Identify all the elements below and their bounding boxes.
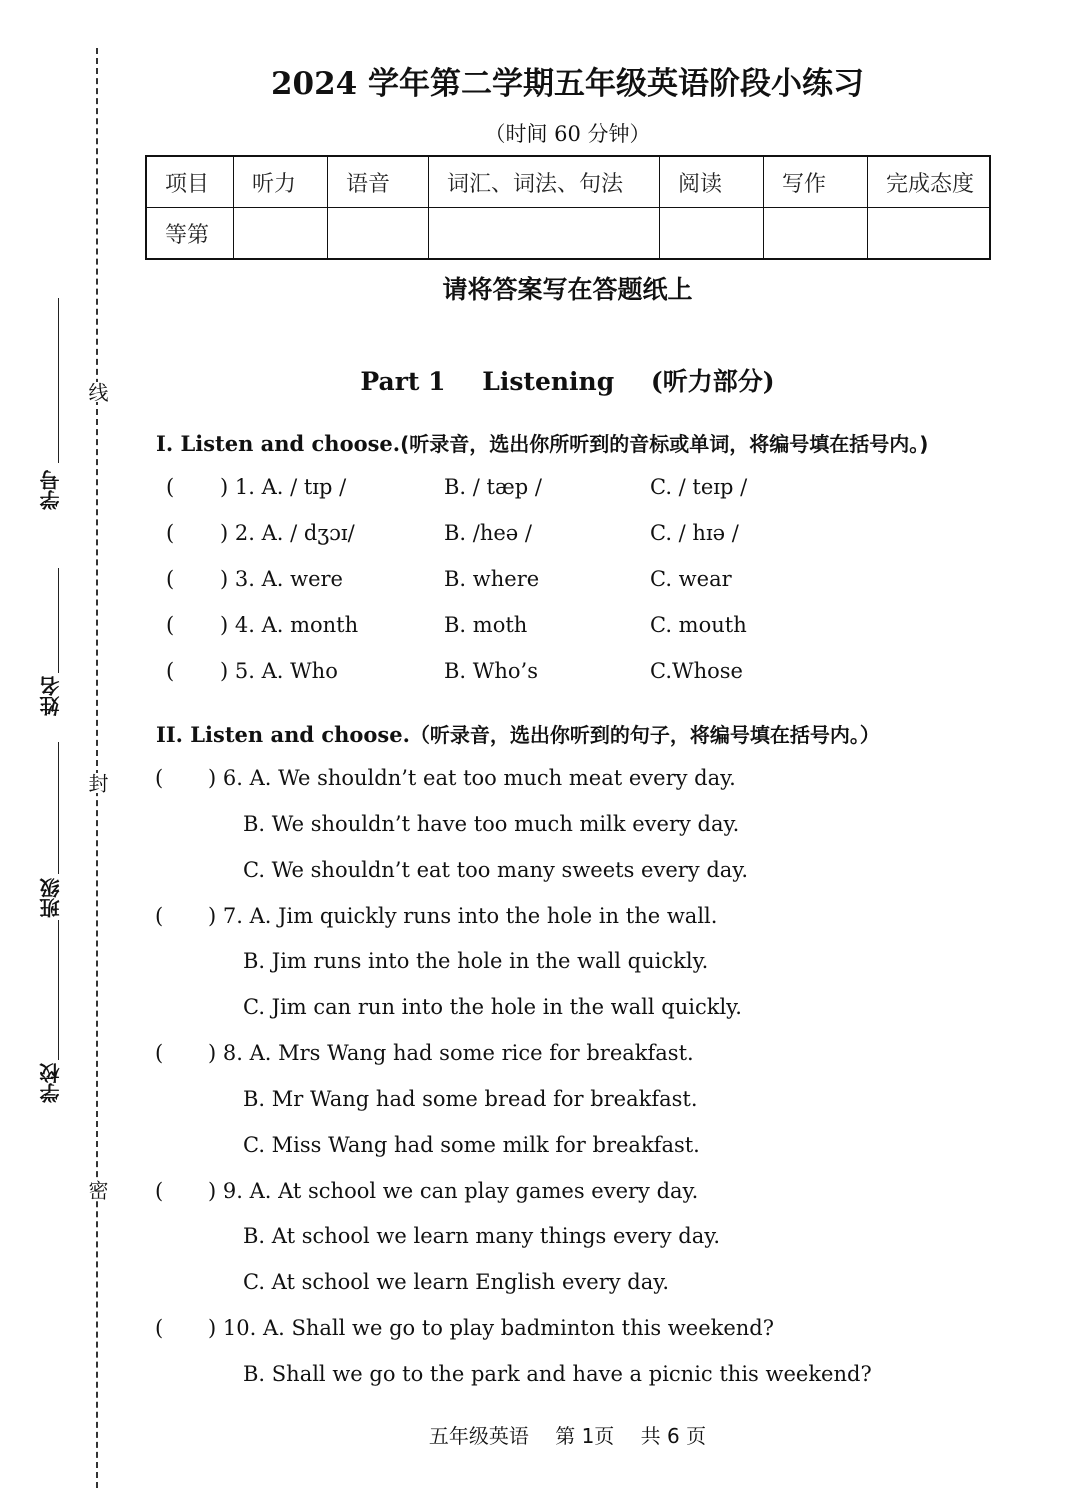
question-1-option-a: ) 1. A. / tɪp / — [220, 475, 347, 499]
page-title: 2024 学年第二学期五年级英语阶段小练习 — [270, 66, 865, 102]
section-2-title: II. Listen and choose. — [156, 722, 410, 747]
answer-paren[interactable]: ( — [166, 659, 175, 683]
question-10-option-a: ) 10. A. Shall we go to play badminton this weekend? — [208, 1316, 774, 1340]
question-1-option-c: C. / teɪp / — [650, 475, 748, 499]
question-8-option-b: B. Mr Wang had some bread for breakfast. — [243, 1087, 698, 1111]
header-cell: 听力 — [234, 156, 328, 208]
question-6-option-c: C. We shouldn’t eat too many sweets every day. — [243, 858, 749, 882]
student-id-line[interactable] — [58, 298, 59, 463]
question-5-option-b: B. Who’s — [444, 659, 538, 683]
class-label: 班级 — [39, 878, 63, 918]
section-2-instructions: （听录音，选出你听到的句子，将编号填在括号内。） — [409, 723, 880, 747]
question-9-option-c: C. At school we learn English every day. — [243, 1270, 670, 1294]
question-6-option-a: ) 6. A. We shouldn’t eat too much meat every day. — [208, 766, 736, 790]
time-limit: （时间 60 分钟） — [484, 122, 651, 146]
question-1-option-b: B. / tæp / — [444, 475, 542, 499]
grade-cell[interactable] — [764, 208, 868, 260]
answer-paren[interactable]: ( — [166, 613, 175, 637]
footer-page-number: 第 1页 — [555, 1424, 615, 1448]
answer-paren[interactable]: ( — [166, 521, 175, 545]
section-1-instructions: (听录音，选出你所听到的音标或单词，将编号填在括号内。) — [400, 432, 929, 456]
grade-cell[interactable] — [328, 208, 429, 260]
score-table — [145, 155, 991, 260]
part-name: Listening — [482, 367, 615, 396]
binding-dashed-line — [96, 48, 98, 1488]
header-cell: 写作 — [764, 156, 868, 208]
section-1-title: I. Listen and choose. — [156, 431, 401, 456]
answer-paren[interactable]: ( — [155, 1041, 164, 1065]
question-9-option-b: B. At school we learn many things every day. — [243, 1224, 721, 1248]
header-cell: 完成态度 — [868, 156, 991, 208]
student-id-label: 学号 — [39, 470, 63, 510]
question-5-option-c: C.Whose — [650, 659, 743, 683]
question-3-option-c: C. wear — [650, 567, 732, 591]
question-6-option-b: B. We shouldn’t have too much milk every day. — [243, 812, 740, 836]
binding-char-feng: 封 — [85, 773, 109, 793]
answer-sheet-notice: 请将答案写在答题纸上 — [442, 275, 693, 304]
binding-char-mi: 密 — [85, 1180, 109, 1200]
name-line[interactable] — [58, 568, 59, 673]
answer-paren[interactable]: ( — [155, 766, 164, 790]
answer-paren[interactable]: ( — [166, 475, 175, 499]
footer-total-pages: 共 6 页 — [640, 1424, 707, 1448]
grade-cell[interactable] — [660, 208, 764, 260]
question-3-option-a: ) 3. A. were — [220, 567, 343, 591]
header-cell: 项目 — [146, 156, 234, 208]
question-2-option-c: C. / hɪə / — [650, 521, 739, 545]
question-7-option-b: B. Jim runs into the hole in the wall quickly. — [243, 949, 709, 973]
question-7-option-c: C. Jim can run into the hole in the wall quickly. — [243, 995, 742, 1019]
answer-paren[interactable]: ( — [155, 1179, 164, 1203]
part-name-zh: (听力部分) — [650, 367, 775, 396]
question-7-option-a: ) 7. A. Jim quickly runs into the hole in the wall. — [208, 904, 718, 928]
binding-char-xian: 线 — [85, 382, 109, 402]
question-4-option-c: C. mouth — [650, 613, 747, 637]
school-line[interactable] — [58, 920, 59, 1060]
grade-cell[interactable] — [868, 208, 991, 260]
header-cell: 语音 — [328, 156, 429, 208]
question-4-option-b: B. moth — [444, 613, 528, 637]
page-footer — [145, 1420, 990, 1449]
section-2-heading — [156, 719, 880, 748]
answer-paren[interactable]: ( — [155, 1316, 164, 1340]
question-2-option-a: ) 2. A. / dʒɔɪ/ — [220, 521, 355, 545]
name-label: 姓名 — [39, 676, 63, 716]
question-9-option-a: ) 9. A. At school we can play games every day. — [208, 1179, 699, 1203]
row-label-cell: 等第 — [146, 208, 234, 260]
part-number: Part 1 — [360, 367, 446, 396]
question-8-option-a: ) 8. A. Mrs Wang had some rice for breakfast. — [208, 1041, 694, 1065]
header-cell: 阅读 — [660, 156, 764, 208]
header-cell: 词汇、词法、句法 — [429, 156, 660, 208]
class-line[interactable] — [58, 742, 59, 874]
score-table-grade-row — [146, 208, 990, 260]
answer-paren[interactable]: ( — [166, 567, 175, 591]
section-1-heading — [156, 428, 928, 457]
question-8-option-c: C. Miss Wang had some milk for breakfast. — [243, 1133, 700, 1157]
question-10-option-b: B. Shall we go to the park and have a picnic this weekend? — [243, 1362, 872, 1386]
school-label: 学校 — [39, 1063, 63, 1103]
question-3-option-b: B. where — [444, 567, 540, 591]
score-table-header-row — [146, 156, 990, 208]
question-4-option-a: ) 4. A. month — [220, 613, 359, 637]
part-heading — [145, 362, 990, 398]
footer-course: 五年级英语 — [428, 1424, 529, 1448]
question-2-option-b: B. /heə / — [444, 521, 532, 545]
grade-cell[interactable] — [429, 208, 660, 260]
grade-cell[interactable] — [234, 208, 328, 260]
question-5-option-a: ) 5. A. Who — [220, 659, 338, 683]
answer-paren[interactable]: ( — [155, 904, 164, 928]
